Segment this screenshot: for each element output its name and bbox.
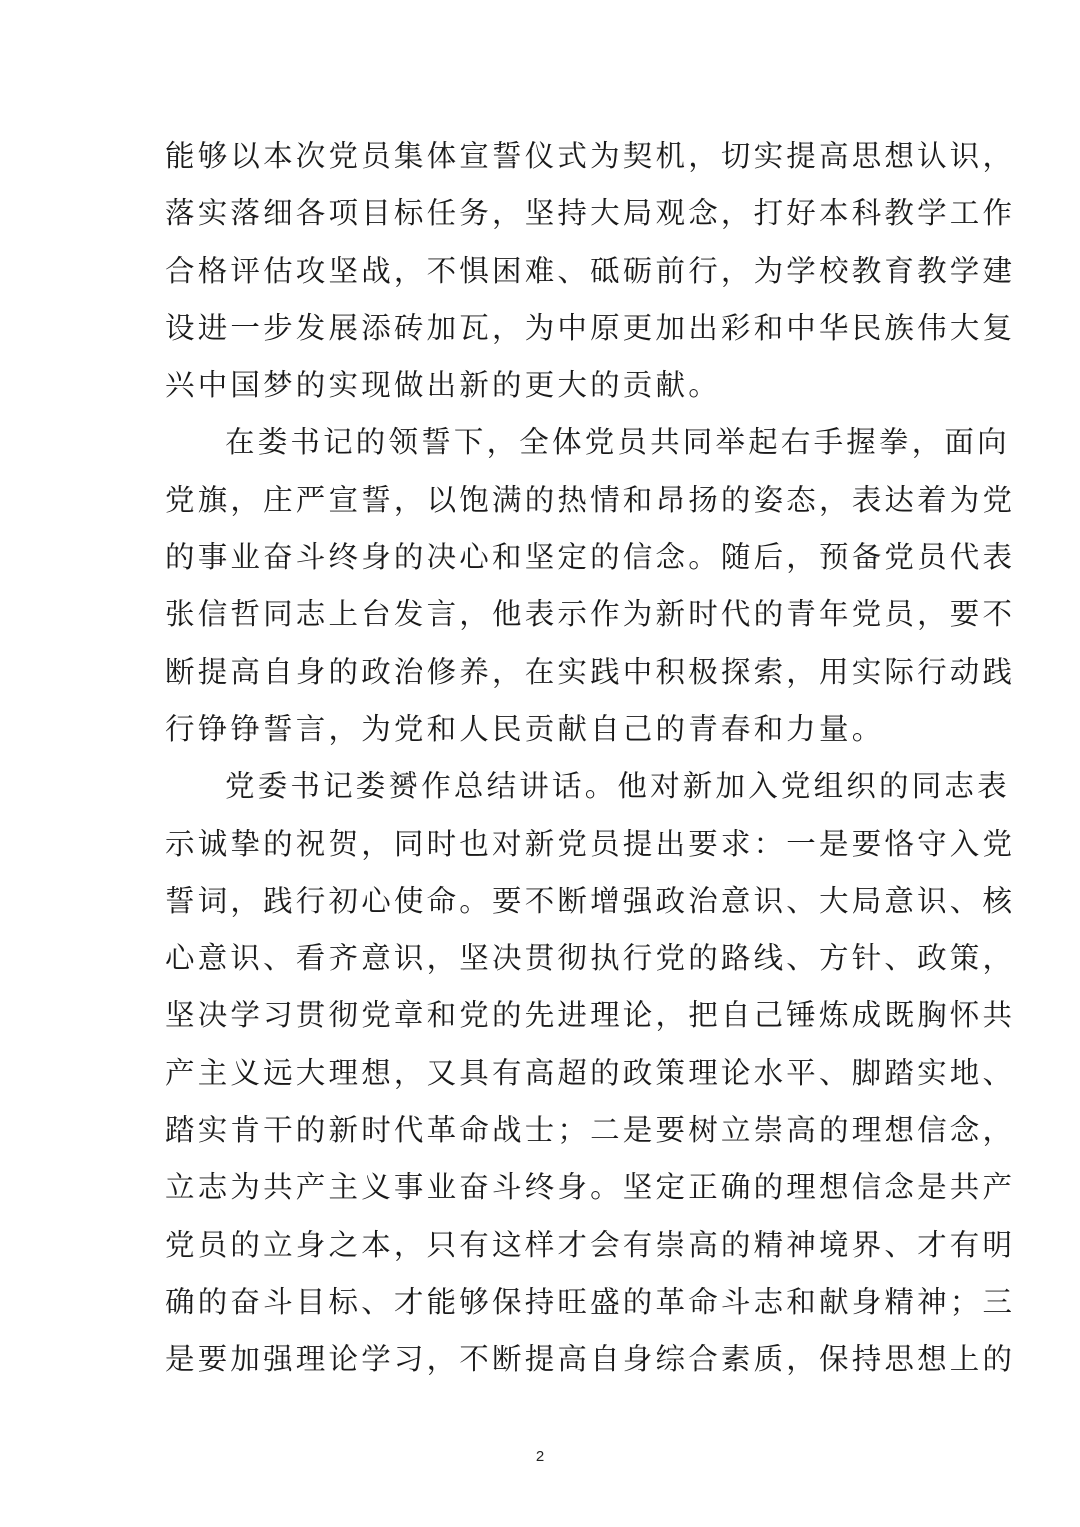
text-line: 心意识、看齐意识，坚决贯彻执行党的路线、方针、政策， bbox=[165, 941, 1016, 976]
text-line: 设进一步发展添砖加瓦，为中原更加出彩和中华民族伟大复 bbox=[165, 310, 1016, 345]
page-number: 2 bbox=[535, 1448, 545, 1465]
text-line: 兴中国梦的实现做出新的更大的贡献。 bbox=[165, 368, 721, 403]
text-line: 产主义远大理想，又具有高超的政策理论水平、脚踏实地、 bbox=[165, 1055, 1016, 1090]
text-line: 立志为共产主义事业奋斗终身。坚定正确的理想信念是共产 bbox=[165, 1170, 1016, 1205]
text-line: 踏实肯干的新时代革命战士；二是要树立崇高的理想信念， bbox=[165, 1113, 1016, 1148]
text-line: 党员的立身之本，只有这样才会有崇高的精神境界、才有明 bbox=[165, 1227, 1016, 1262]
text-line: 张信哲同志上台发言，他表示作为新时代的青年党员，要不 bbox=[165, 597, 1016, 632]
paragraph-3 bbox=[165, 758, 1016, 1388]
paragraph-1 bbox=[165, 128, 1016, 414]
text-line: 确的奋斗目标、才能够保持旺盛的革命斗志和献身精神；三 bbox=[165, 1284, 1016, 1319]
text-line: 行铮铮誓言，为党和人民贡献自己的青春和力量。 bbox=[165, 711, 885, 746]
text-line-first: 在娄书记的领誓下，全体党员共同举起右手握拳，面向 bbox=[225, 425, 1010, 460]
text-line: 是要加强理论学习，不断提高自身综合素质，保持思想上的 bbox=[165, 1342, 1016, 1377]
text-line-first: 党委书记娄赟作总结讲话。他对新加入党组织的同志表 bbox=[225, 769, 1010, 804]
text-line: 坚决学习贯彻党章和党的先进理论，把自己锤炼成既胸怀共 bbox=[165, 998, 1016, 1033]
text-line: 示诚挚的祝贺，同时也对新党员提出要求：一是要恪守入党 bbox=[165, 826, 1016, 861]
text-line: 合格评估攻坚战，不惧困难、砥砺前行，为学校教育教学建 bbox=[165, 253, 1016, 288]
paragraph-2 bbox=[165, 414, 1016, 758]
body-text bbox=[165, 128, 1016, 1389]
text-line: 誓词，践行初心使命。要不断增强政治意识、大局意识、核 bbox=[165, 883, 1016, 918]
text-line: 断提高自身的政治修养，在实践中积极探索，用实际行动践 bbox=[165, 654, 1016, 689]
text-line: 能够以本次党员集体宣誓仪式为契机，切实提高思想认识， bbox=[165, 139, 1016, 173]
text-line: 的事业奋斗终身的决心和坚定的信念。随后，预备党员代表 bbox=[165, 540, 1016, 575]
text-line: 落实落细各项目标任务，坚持大局观念，打好本科教学工作 bbox=[165, 196, 1016, 231]
text-line: 党旗，庄严宣誓，以饱满的热情和昂扬的姿态，表达着为党 bbox=[165, 482, 1016, 517]
